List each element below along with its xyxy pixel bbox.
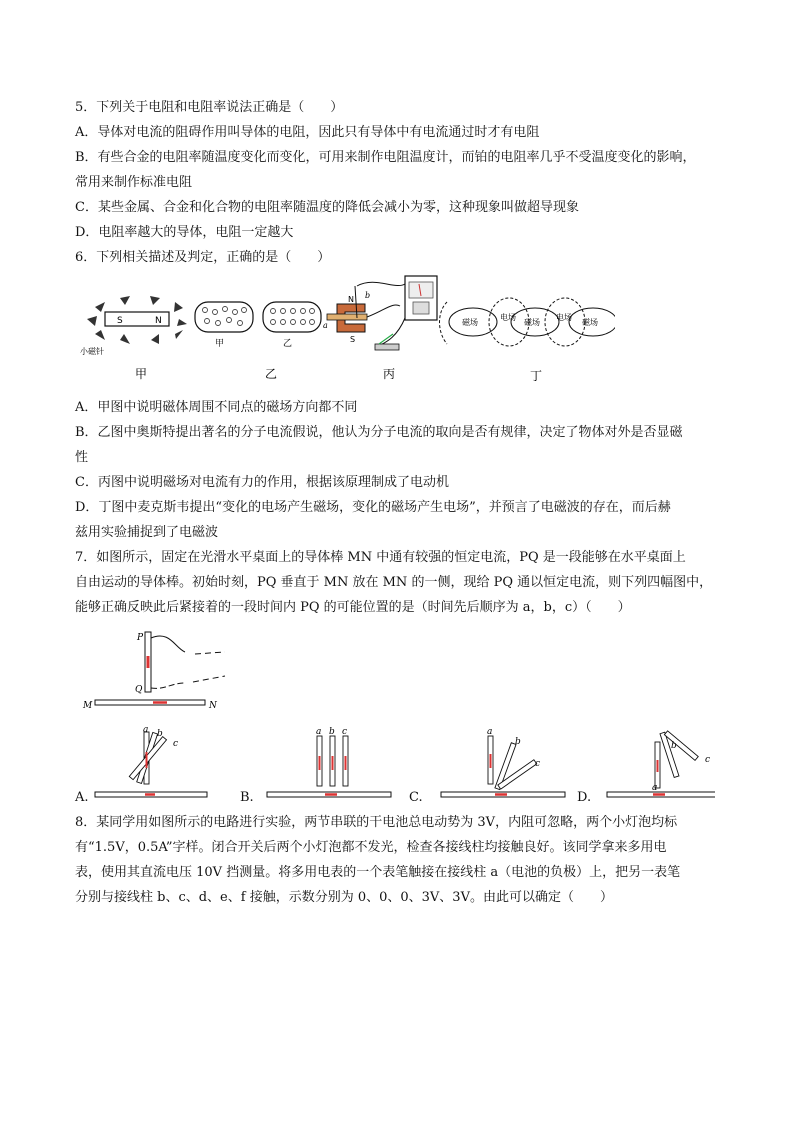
q7-line-2: 自由运动的导体棒。初始时刻，PQ 垂直于 MN 放在 MN 的一侧，现给 PQ 通以恒定电流，则下列四幅图中，: [75, 575, 713, 590]
sub-label-yi: 乙: [283, 339, 293, 349]
opt-a-label-b: b: [157, 729, 163, 739]
q6-option-d-cont: 兹用实验捕捉到了电磁波: [75, 525, 219, 540]
q5-option-c: C．某些金属、合金和化合物的电阻率随温度的降低会减小为零，这种现象叫做超导现象: [75, 200, 579, 215]
q7-line-3: 能够正确反映此后紧接着的一段时间内 PQ 的可能位置的是（时间先后顺序为 a，b，c）（ ）: [75, 600, 631, 615]
q5-option-b-cont: 常用来制作标准电阻: [75, 175, 193, 190]
option-d-figure: [607, 731, 715, 797]
opt-c-label-b: b: [515, 737, 521, 747]
opt-b-label-a: a: [316, 727, 322, 737]
q8-line-2: 有“1.5V，0.5A”字样。闭合开关后两个小灯泡都不发光，检查各接线柱均接触良好。该同学拿来多用电: [75, 840, 667, 855]
rod-p-label: P: [137, 633, 144, 643]
q7-option-a-label: A.: [75, 790, 89, 805]
field-label-3: 磁场: [524, 318, 540, 327]
iron-bar-magnetized: [263, 302, 321, 332]
q6-option-b-cont: 性: [75, 450, 89, 465]
field-label-4: 电场: [556, 313, 572, 322]
bar-magnet-figure: [87, 296, 187, 344]
magnet-s-label: S: [117, 316, 123, 326]
q6-option-b: B．乙图中奥斯特提出著名的分子电流假说，他认为分子电流的取向是否有规律，决定了物体对外是否显磁: [75, 425, 683, 440]
q7-option-b-label: B.: [240, 790, 254, 805]
q5-option-d: D．电阻率越大的导体，电阻一定越大: [75, 225, 294, 240]
rod-n-label: N: [209, 701, 217, 711]
q7-option-d-label: D.: [577, 790, 592, 805]
u-magnet-n-label: N: [348, 295, 354, 304]
caption-ding: 丁: [530, 369, 543, 383]
sub-label-jia: 甲: [215, 339, 225, 349]
caption-jia: 甲: [135, 367, 148, 381]
q8-line-4: 分别与接线柱 b、c、d、e、f 接触，示数分别为 0、0、0、3V、3V。由此可以确定（ ）: [75, 890, 613, 905]
rod-b-label: b: [365, 291, 371, 300]
q5-option-b: B．有些合金的电阻率随温度变化而变化，可用来制作电阻温度计，而铂的电阻率几乎不受温度变化的影响，: [75, 150, 696, 165]
q6-option-c: C．丙图中说明磁场对电流有力的作用，根据该原理制成了电动机: [75, 475, 449, 490]
q7-main-figure: [75, 628, 275, 718]
q6-option-a: A．甲图中说明磁体周围不同点的磁场方向都不同: [75, 400, 358, 415]
field-label-5: 磁场: [582, 318, 598, 327]
opt-c-label-c: c: [535, 759, 541, 769]
q7-line-1: 7．如图所示，固定在光滑水平桌面上的导体棒 MN 中通有较强的恒定电流，PQ 是一段能够在水平桌面上: [75, 550, 686, 565]
caption-bing: 丙: [383, 367, 396, 381]
opt-d-label-b: b: [671, 741, 677, 751]
q6-stem: 6．下列相关描述及判定，正确的是（ ）: [75, 250, 331, 265]
option-b-figure: [267, 727, 391, 797]
q7-option-figures: [75, 722, 715, 806]
opt-b-label-b: b: [329, 727, 335, 737]
magnet-n-label: N: [155, 316, 162, 326]
option-a-figure: [95, 725, 207, 797]
opt-b-label-c: c: [342, 727, 348, 737]
q8-line-1: 8．某同学用如图所示的电路进行实验，两节串联的干电池总电动势为 3V，内阻可忽略，两个小灯泡均标: [75, 815, 678, 830]
opt-c-label-a: a: [487, 727, 493, 737]
rod-q-label: Q: [135, 685, 143, 695]
q6-figure: [75, 272, 615, 390]
opt-a-label-a: a: [143, 725, 149, 735]
q6-option-d: D．丁图中麦克斯韦提出“变化的电场产生磁场，变化的磁场产生电场”，并预言了电磁波的存在，而后赫: [75, 500, 671, 515]
opt-d-label-c: c: [705, 755, 711, 765]
small-needle-label: 小磁针: [80, 347, 104, 356]
opt-a-label-c: c: [173, 739, 179, 749]
u-magnet-figure: [327, 276, 437, 350]
u-magnet-s-label: S: [350, 335, 356, 344]
q5-stem: 5．下列关于电阻和电阻率说法正确是（ ）: [75, 100, 344, 115]
option-c-figure: [441, 727, 565, 797]
field-label-1: 磁场: [462, 318, 478, 327]
rod-m-label: M: [83, 701, 93, 711]
caption-yi: 乙: [265, 367, 278, 381]
q5-option-a: A．导体对电流的阻碍作用叫导体的电阻，因此只有导体中有电流通过时才有电阻: [75, 125, 540, 140]
opt-d-label-a: a: [652, 783, 658, 793]
field-label-2: 电场: [500, 313, 516, 322]
q7-option-c-label: C.: [409, 790, 423, 805]
q8-line-3: 表，使用其直流电压 10V 挡测量。将多用电表的一个表笔触接在接线柱 a（电池的负极）上，把另一表笔: [75, 865, 681, 880]
rod-a-label: a: [323, 321, 328, 330]
